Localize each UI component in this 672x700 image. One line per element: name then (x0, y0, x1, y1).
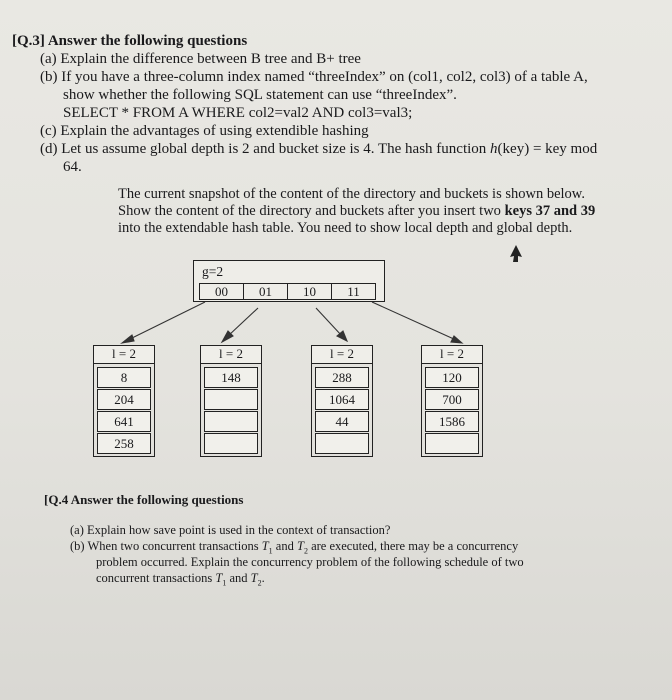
t1-subscript: 1 (222, 578, 227, 588)
pointer-arrow-10 (316, 308, 342, 336)
transaction-t1: T (215, 571, 223, 585)
snapshot-line1: The current snapshot of the content of the directory and buckets is shown below. (118, 186, 585, 202)
bucket-01 (200, 345, 262, 457)
bucket-slot: 148 (204, 367, 258, 388)
local-depth-label: l = 2 (93, 345, 155, 364)
local-depth-label: l = 2 (311, 345, 373, 364)
directory-entry: 11 (331, 283, 376, 300)
directory-entry: 01 (243, 283, 288, 300)
q4-part-b-line1 (70, 539, 518, 556)
arrowhead-11 (451, 336, 462, 343)
bucket-00 (93, 345, 155, 457)
bucket-slot: 1586 (425, 411, 479, 432)
bucket-slot: 44 (315, 411, 369, 432)
hash-directory (193, 260, 385, 302)
bucket-slot (204, 433, 258, 454)
q3-d-text: (d) Let us assume global depth is 2 and bucket size is 4. The hash function (40, 141, 491, 157)
snapshot-line3: into the extendable hash table. You need to show local depth and global depth. (118, 220, 573, 236)
transaction-t2: T (296, 539, 304, 553)
pointer-arrow-11 (372, 302, 456, 340)
bucket-slots (93, 364, 155, 457)
q3-part-d-line2: 64. (63, 159, 82, 175)
bucket-slot: 204 (97, 389, 151, 410)
global-depth-label: g=2 (202, 264, 224, 279)
bucket-11 (421, 345, 483, 457)
pointer-arrow-01 (228, 308, 258, 336)
bucket-slot: 700 (425, 389, 479, 410)
local-depth-label: l = 2 (421, 345, 483, 364)
q4-part-a: (a) Explain how save point is used in the context of transaction? (70, 523, 391, 537)
local-depth-label: l = 2 (200, 345, 262, 364)
q3-d-text-end: (key) = key mod (497, 141, 598, 157)
t2-subscript: 2 (303, 546, 308, 556)
q3-part-c: (c) Explain the advantages of using extendible hashing (40, 123, 369, 139)
q4-b-period: . (261, 571, 265, 585)
bucket-slot: 258 (97, 433, 151, 454)
bucket-slot (315, 433, 369, 454)
q4-b-and2: and (226, 571, 251, 585)
q3-part-b-line1: (b) If you have a three-column index named “threeIndex” on (col1, col2, col3) of a table A, (40, 69, 588, 85)
directory-entries (200, 283, 376, 300)
snapshot-keys: keys 37 and 39 (504, 203, 596, 219)
q4-part-b-line3 (96, 571, 265, 588)
q4-b-and: and (272, 539, 297, 553)
q4-part-b-line2: problem occurred. Explain the concurrency problem of the following schedule of two (96, 555, 524, 569)
bucket-slot: 1064 (315, 389, 369, 410)
pointer-arrow-00 (128, 302, 205, 340)
snapshot-text: Show the content of the directory and buckets after you insert two (118, 203, 505, 219)
bucket-slots (421, 364, 483, 457)
directory-entry: 10 (287, 283, 332, 300)
t1-subscript: 1 (268, 546, 273, 556)
q4-b-text3: concurrent transactions (96, 571, 216, 585)
transaction-t1: T (261, 539, 269, 553)
bucket-slot: 288 (315, 367, 369, 388)
q4-b-text: (b) When two concurrent transactions (70, 539, 262, 553)
transaction-t2: T (250, 571, 258, 585)
q3-part-a: (a) Explain the difference between B tree and B+ tree (40, 51, 361, 67)
cursor-icon (510, 245, 522, 262)
hash-function-symbol: h (490, 141, 498, 157)
bucket-slots (311, 364, 373, 457)
bucket-10 (311, 345, 373, 457)
bucket-slot: 120 (425, 367, 479, 388)
bucket-slot (204, 389, 258, 410)
bucket-slot: 641 (97, 411, 151, 432)
bucket-slot (204, 411, 258, 432)
directory-entry: 00 (199, 283, 244, 300)
bucket-slot (425, 433, 479, 454)
t2-subscript: 2 (257, 578, 262, 588)
q3-title: [Q.3] Answer the following questions (12, 33, 248, 49)
q3-sql-statement: SELECT * FROM A WHERE col2=val2 AND col3=val3; (63, 105, 413, 121)
bucket-slots (200, 364, 262, 457)
q4-b-text-end: are executed, there may be a concurrency (307, 539, 519, 553)
bucket-slot: 8 (97, 367, 151, 388)
arrowhead-00 (122, 335, 134, 343)
q3-part-b-line2: show whether the following SQL statement can use “threeIndex”. (63, 87, 457, 103)
q4-title: [Q.4 Answer the following questions (44, 492, 244, 507)
